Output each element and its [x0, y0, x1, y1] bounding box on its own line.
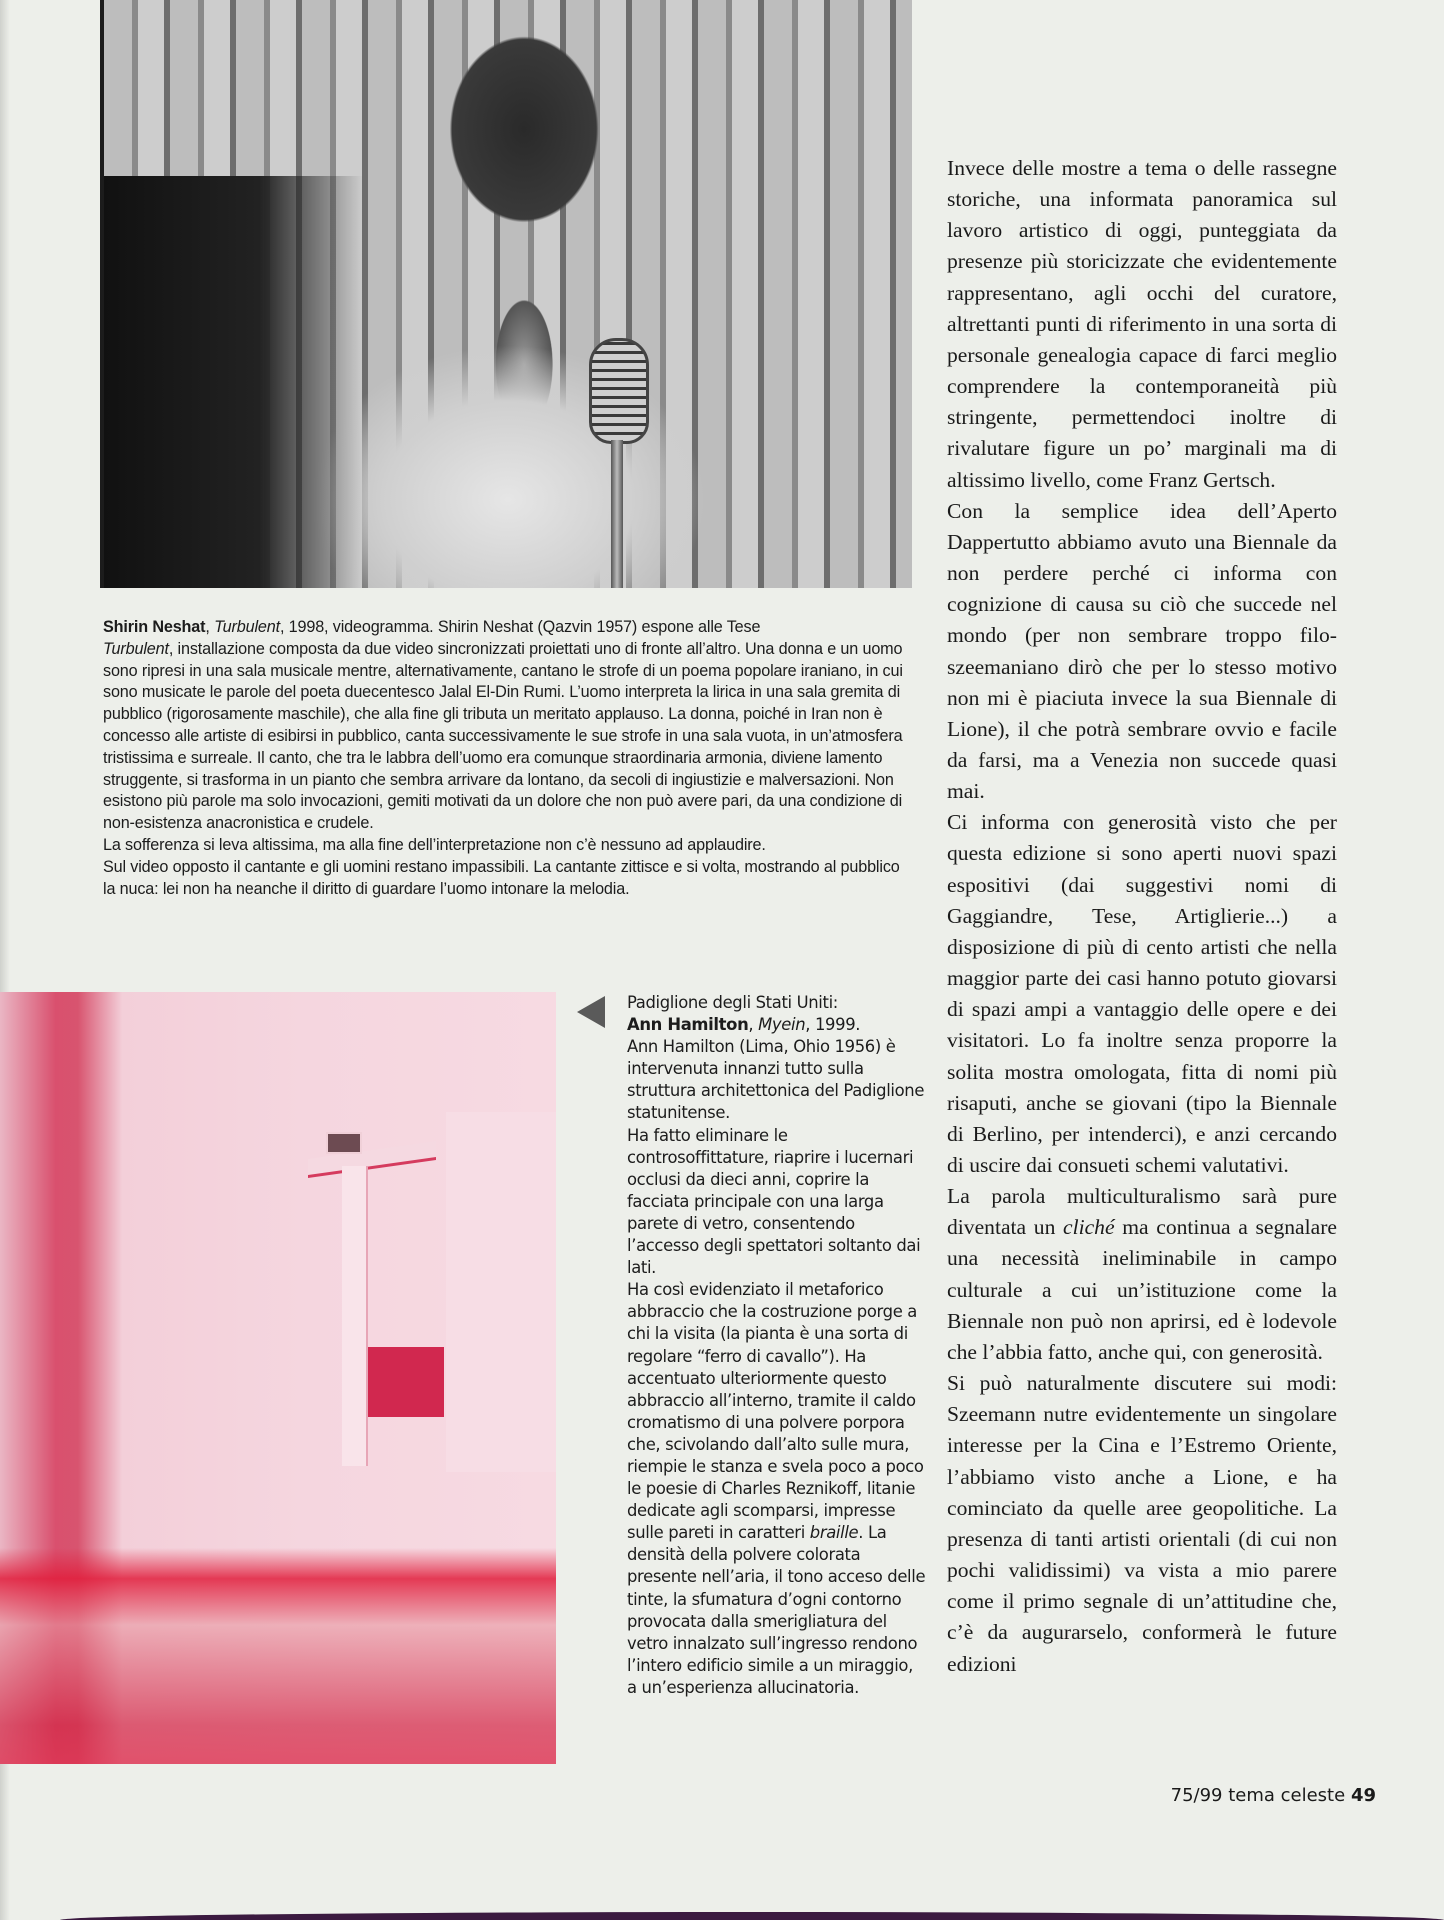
- caption-text-4: . La densità della polvere colorata presente nell’aria, il tono acceso delle tinte, la sfumatura d’ogni contorno provocata dalla smerigliatura del vetro innalzato sull’ingresso rendono l’intero edificio simile a un miraggio, a un’esperienza allucinatoria.: [627, 1523, 926, 1697]
- photo-wall: [446, 1112, 556, 1472]
- caption-text-1: Ann Hamilton (Lima, Ohio 1956) è intervenuta innanzi tutto sulla struttura architettonica del Padiglione statunitense.: [627, 1037, 925, 1123]
- paragraph: La parola multiculturalismo sarà pure diventata un cliché ma continua a segnalare una necessità ineliminabile in campo culturale a cui un’istituzione come la Biennale non può non aprirsi, ed è lodevole che l’abbia fatto, anche qui, con generosità.: [947, 1184, 1337, 1364]
- photo-shadow: [104, 176, 363, 588]
- caption-text-2: Ha fatto eliminare le controsoffittature, riaprire i lucernari occlusi da dieci anni, coprire la facciata principale con una larga parete di vetro, consentendo l’accesso degli spettatori soltanto dai lati.: [627, 1125, 921, 1278]
- photo-myein-installation: [0, 992, 556, 1764]
- caption-title-repeat: Turbulent: [103, 639, 169, 658]
- page-footer: [1171, 1785, 1376, 1806]
- caption-title: Turbulent: [214, 618, 280, 636]
- microphone-graphic: [589, 338, 649, 444]
- paragraph: Con la semplice idea dell’Aperto Dappertutto abbiamo avuto una Biennale da non perdere perché ci informa con cognizione di causa su ciò che succede nel mondo (per non sembrare troppo filo-szeemaniano dirò che per lo stesso motivo non mi è piaciuta invece la sua Biennale di Lione), il che potrà sembrare ovvio e facile da farsi, ma a Venezia non succede quasi mai.: [947, 498, 1337, 804]
- issue-label: 75/99 tema celeste: [1170, 1785, 1346, 1806]
- paragraph: Si può naturalmente discutere sui modi: Szeemann nutre evidentemente un singolare interesse per la Cina e l’Estremo Oriente, l’abbiamo visto anche a Lione, e ha cominciato da quelle aree geopolitiche. La presenza di tanti artisti orientali (di cui non pochi validissimi) va vista a mio parere come il primo segnale di un’attitudine che, c’è da augurarselo, conformerà le future edizioni: [947, 1371, 1337, 1676]
- photo-door-post: [342, 1166, 366, 1466]
- caption-year: , 1999.: [805, 1015, 861, 1035]
- caption-title: Myein: [758, 1015, 806, 1035]
- caption-braille: braille: [809, 1523, 859, 1543]
- caption-ann-hamilton: Padiglione degli Stati Uniti: Ann Hamilton, Myein, 1999. Ann Hamilton (Lima, Ohio 1956) è intervenuta innanzi tutto sulla struttura architettonica del Padiglione statunitense. Ha fatto eliminare le controsoffittature, riaprire i lucernari occlusi da dieci anni, coprire la facciata principale con una larga parete di vetro, consentendo l’accesso degli spettatori soltanto dai lati. Ha così evidenziato il metaforico abbraccio che la costruzione porge a chi la visita (la pianta è una sorta di regolare “ferro di cavallo”). Ha accentuato ulteriormente questo abbraccio all’interno, tramite il caldo cromatismo di una polvere porpora che, scivolando dall’alto sulle mura, riempie le stanza e svela poco a poco le poesie di Charles Reznikoff, litanie dedicate agli scomparsi, impresse sulle pareti in caratteri braille. La densità della polvere colorata presente nell’aria, il tono acceso delle tinte, la sfumatura d’ogni contorno provocata dalla smerigliatura del vetro innalzato sull’ingresso rendono l’intero edificio simile a un miraggio, a un’esperienza allucinatoria.: [627, 993, 926, 1697]
- page-bottom-edge: [60, 1912, 1444, 1920]
- caption-details: , 1998, videogramma. Shirin Neshat (Qazvin 1957) espone alle Tese: [279, 618, 761, 636]
- caption-text-3: Sul video opposto il cantante e gli uomini restano impassibili. La cantante zittisce e si volta, mostrando al pubblico la nuca: lei non ha neanche il diritto di guardare l’uomo intonare la melodia.: [103, 857, 900, 898]
- caption-artist: Ann Hamilton: [627, 1015, 749, 1035]
- photo-exit-sign: [326, 1132, 362, 1154]
- paragraph: Invece delle mostre a tema o delle rassegne storiche, una informata panoramica sul lavoro artistico di oggi, punteggiata da presenze più storicizzate che evidentemente rappresentano, agli occhi del curatore, altrettanti punti di riferimento in una sorta di personale genealogia capace di farci meglio comprendere la contemporaneità più stringente, permettendoci inoltre di rivalutare figure un po’ marginali ma di altissimo livello, come Franz Gertsch.: [947, 156, 1337, 492]
- triangle-pointer-icon: [577, 996, 605, 1028]
- article-body: [947, 153, 1337, 1680]
- page-number: 49: [1350, 1785, 1376, 1806]
- emphasis-cliche: cliché: [1063, 1215, 1115, 1240]
- microphone-stand-graphic: [611, 440, 623, 588]
- caption-text-3: Ha così evidenziato il metaforico abbraccio che la costruzione porge a chi la visita (la pianta è una sorta di regolare “ferro di cavallo”). Ha accentuato ulteriormente questo abbraccio all’interno, tramite il caldo cromatismo di una polvere porpora che, scivolando dall’alto sulle mura, riempie le stanza e svela poco a poco le poesie di Charles Reznikoff, litanie dedicate agli scomparsi, impresse sulle pareti in caratteri: [627, 1280, 924, 1543]
- photo-doorway-floor: [368, 1347, 444, 1417]
- paragraph: Ci informa con generosità visto che per questa edizione si sono aperti nuovi spazi espositivi (dai suggestivi nomi di Gaggiandre, Tese, Artiglierie...) a disposizione di più di cento artisti che nella maggior parte dei casi hanno potuto giovarsi di spazi ampi a vantaggio delle opere e dei visitatori. Lo fa inoltre senza proporre la solita mostra omologata, fitta di nomi più risaputi, anche se giovani (tipo la Biennale di Berlino, per intenderci), e anzi cercando di uscire dai consueti schemi valutativi.: [947, 810, 1337, 1177]
- caption-location: Padiglione degli Stati Uniti:: [627, 993, 838, 1012]
- caption-artist: Shirin Neshat: [103, 618, 206, 636]
- caption-text: , installazione composta da due video sincronizzati proiettati uno di fronte all’altro. Una donna e un uomo sono ripresi in una sala musicale mentre, alternativamente, cantano le strofe di un poema popolare iraniano, in cui sono musicate le parole del poeta duecentesco Jalal El-Din Rumi. L’uomo interpreta la lirica in una sala gremita di pubblico (rigorosamente maschile), che alla fine gli tributa un meritato applauso. La donna, poiché in Iran non è concesso alle artiste di esibirsi in pubblico, canta successivamente le sue strofe in una sala vuota, in un’atmosfera tristissima e surreale. Il canto, che tra le labbra dell’uomo era comunque straordinaria armonia, diviene lamento struggente, si trasforma in un pianto che sembra arrivare da lontano, da secoli di ingiustizie e malversazioni. Non esistono più parole ma solo invocazioni, gemiti motivati da un dolore che non può avere pari, da una condizione di non-esistenza anacronistica e crudele.: [103, 639, 903, 833]
- photo-turbulent-video-still: [100, 0, 912, 588]
- caption-text-2: La sofferenza si leva altissima, ma alla fine dell’interpretazione non c’è nessuno ad applaudire.: [103, 835, 766, 854]
- caption-shirin-neshat: Shirin Neshat, Turbulent, 1998, videogramma. Shirin Neshat (Qazvin 1957) espone alle Tese Turbulent, installazione composta da due video sincronizzati proiettati uno di fronte all’altro. Una donna e un uomo sono ripresi in una sala musicale mentre, alternativamente, cantano le strofe di un poema popolare iraniano, in cui sono musicate le parole del poeta duecentesco Jalal El-Din Rumi. L’uomo interpreta la lirica in una sala gremita di pubblico (rigorosamente maschile), che alla fine gli tributa un meritato applauso. La donna, poiché in Iran non è concesso alle artiste di esibirsi in pubblico, canta successivamente le sue strofe in una sala vuota, in un’atmosfera tristissima e surreale. Il canto, che tra le labbra dell’uomo era comunque straordinaria armonia, diviene lamento struggente, si trasforma in un pianto che sembra arrivare da lontano, da secoli di ingiustizie e malversazioni. Non esistono più parole ma solo invocazioni, gemiti motivati da un dolore che non può avere pari, da una condizione di non-esistenza anacronistica e crudele. La sofferenza si leva altissima, ma alla fine dell’interpretazione non c’è nessuno ad applaudire. Sul video opposto il cantante e gli uomini restano impassibili. La cantante zittisce e si volta, mostrando al pubblico la nuca: lei non ha neanche il diritto di guardare l’uomo intonare la melodia.: [103, 618, 903, 898]
